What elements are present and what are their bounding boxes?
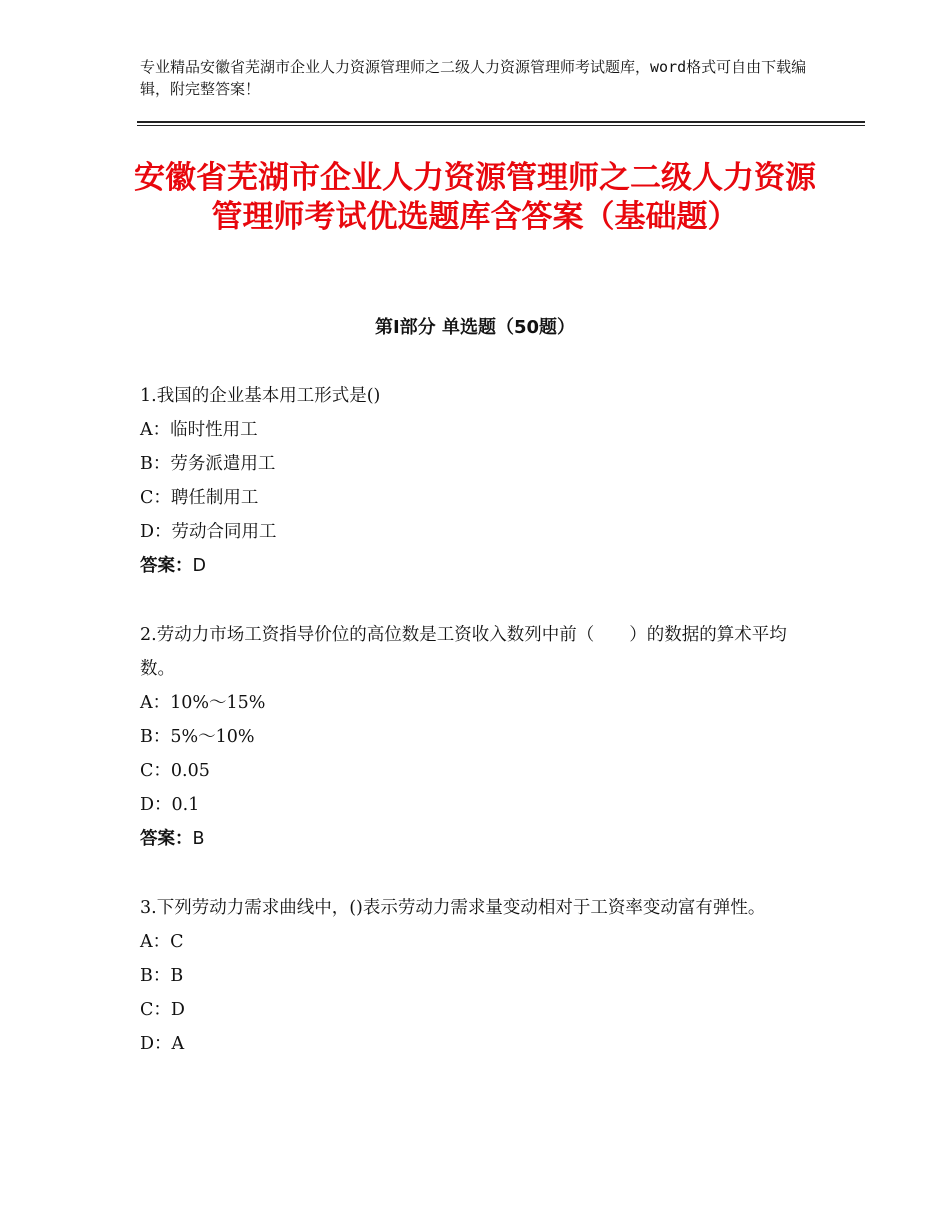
answer-label: 答案： — [140, 556, 193, 576]
question-1 — [140, 379, 800, 583]
option-c: C：0.05 — [140, 761, 210, 781]
answer-line — [140, 822, 800, 856]
option-a: A：C — [140, 932, 184, 952]
header-note: 专业精品安徽省芜湖市企业人力资源管理师之二级人力资源管理师考试题库，word格式可自由下载编辑，附完整答案！ — [140, 58, 807, 98]
option-d: D：劳动合同用工 — [140, 522, 277, 542]
option-c: C：聘任制用工 — [140, 488, 259, 508]
answer-label: 答案： — [140, 829, 193, 849]
question-3 — [140, 891, 800, 1061]
document-title: 安徽省芜湖市企业人力资源管理师之二级人力资源管理师考试优选题库含答案（基础题） — [134, 160, 816, 235]
option-b: B：B — [140, 966, 184, 986]
option-c: C：D — [140, 1000, 185, 1020]
option-d: D：0.1 — [140, 795, 200, 815]
question-2 — [140, 618, 800, 856]
section-title: 第Ⅰ部分 单选题（50题） — [374, 317, 575, 338]
answer-value: B — [192, 829, 205, 849]
header-divider-thick — [137, 121, 865, 123]
header-divider-thin — [137, 125, 865, 126]
question-stem: 3.下列劳动力需求曲线中，()表示劳动力需求量变动相对于工资率变动富有弹性。 — [140, 898, 766, 918]
answer-line — [140, 549, 800, 583]
option-a: A：10%～15% — [140, 693, 266, 713]
option-b: B：劳务派遣用工 — [140, 454, 276, 474]
question-stem: 1.我国的企业基本用工形式是() — [140, 386, 381, 406]
option-a: A：临时性用工 — [140, 420, 258, 440]
question-stem: 2.劳动力市场工资指导价位的高位数是工资收入数列中前（ ）的数据的算术平均数。 — [140, 625, 787, 679]
option-d: D：A — [140, 1034, 185, 1054]
answer-value: D — [192, 556, 206, 576]
option-b: B：5%～10% — [140, 727, 255, 747]
